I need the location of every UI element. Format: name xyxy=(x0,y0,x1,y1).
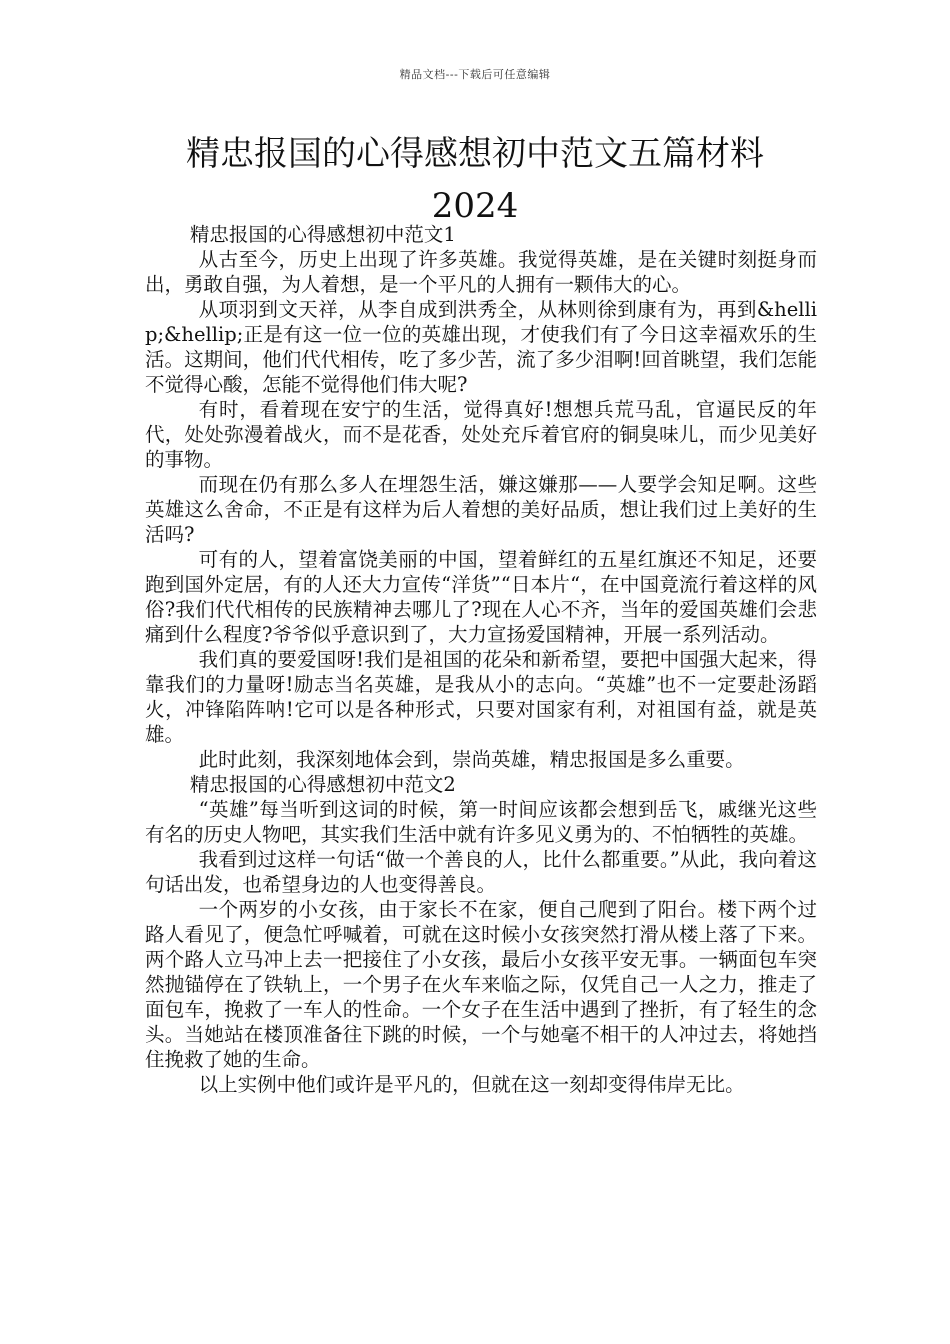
paragraph: 可有的人，望着富饶美丽的中国，望着鲜红的五星红旗还不知足，还要跑到国外定居，有的人还大力宣传“洋货”“日本片“，在中国竟流行着这样的风俗?我们代代相传的民族精神去哪儿了?现在人心不齐，当年的爱国英雄们会悲痛到什么程度?爷爷似乎意识到了，大力宣扬爱国精神，开展一系列活动。 xyxy=(145,548,817,646)
document-body xyxy=(145,222,817,1097)
paragraph: 有时，看着现在安宁的生活，觉得真好!想想兵荒马乱，官逼民反的年代，处处弥漫着战火，而不是花香，处处充斥着官府的铜臭味儿，而少见美好的事物。 xyxy=(145,398,817,471)
header-note: 精品文档---下载后可任意编辑 xyxy=(399,68,551,81)
document-title: 精忠报国的心得感想初中范文五篇材料2024 xyxy=(186,134,764,226)
paragraph: 我看到过这样一句话“做一个善良的人，比什么都重要。”从此，我向着这句话出发，也希望身边的人也变得善良。 xyxy=(145,848,817,896)
paragraph: 此时此刻，我深刻地体会到，崇尚英雄，精忠报国是多么重要。 xyxy=(198,748,745,771)
paragraph: “英雄”每当听到这词的时候，第一时间应该都会想到岳飞，戚继光这些有名的历史人物吧，其实我们生活中就有许多见义勇为的、不怕牺牲的英雄。 xyxy=(145,798,817,846)
paragraph: 一个两岁的小女孩，由于家长不在家，便自己爬到了阳台。楼下两个过路人看见了，便急忙呼喊着，可就在这时候小女孩突然打滑从楼上落了下来。两个路人立马冲上去一把接住了小女孩，最后小女孩平安无事。一辆面包车突然抛锚停在了铁轨上，一个男子在火车来临之际，仅凭自己一人之力，推走了面包车，挽救了一车人的性命。一个女子在生活中遇到了挫折，有了轻生的念头。当她站在楼顶准备往下跳的时候，一个与她毫不相干的人冲过去，将她挡住挽救了她的生命。 xyxy=(145,898,817,1071)
paragraph: 而现在仍有那么多人在埋怨生活，嫌这嫌那——人要学会知足啊。这些英雄这么舍命，不正是有这样为后人着想的美好品质，想让我们过上美好的生活吗? xyxy=(145,473,817,546)
section-heading-1: 精忠报国的心得感想初中范文1 xyxy=(189,223,456,246)
paragraph: 从项羽到文天祥，从李自成到洪秀全，从林则徐到康有为，再到&hellip;&hellip;正是有这一位一位的英雄出现，才使我们有了今日这幸福欢乐的生活。这期间，他们代代相传，吃了多少苦，流了多少泪啊!回首眺望，我们怎能不觉得心酸，怎能不觉得他们伟大呢? xyxy=(145,298,817,396)
paragraph: 我们真的要爱国呀!我们是祖国的花朵和新希望，要把中国强大起来，得靠我们的力量呀!励志当名英雄，是我从小的志向。“英雄”也不一定要赴汤蹈火，冲锋陷阵呐!它可以是各种形式，只要对国家有利，对祖国有益，就是英雄。 xyxy=(145,648,817,746)
section-heading-2: 精忠报国的心得感想初中范文2 xyxy=(189,773,456,796)
paragraph: 从古至今，历史上出现了许多英雄。我觉得英雄，是在关键时刻挺身而出，勇敢自强，为人着想，是一个平凡的人拥有一颗伟大的心。 xyxy=(145,248,817,296)
paragraph: 以上实例中他们或许是平凡的，但就在这一刻却变得伟岸无比。 xyxy=(198,1073,745,1096)
